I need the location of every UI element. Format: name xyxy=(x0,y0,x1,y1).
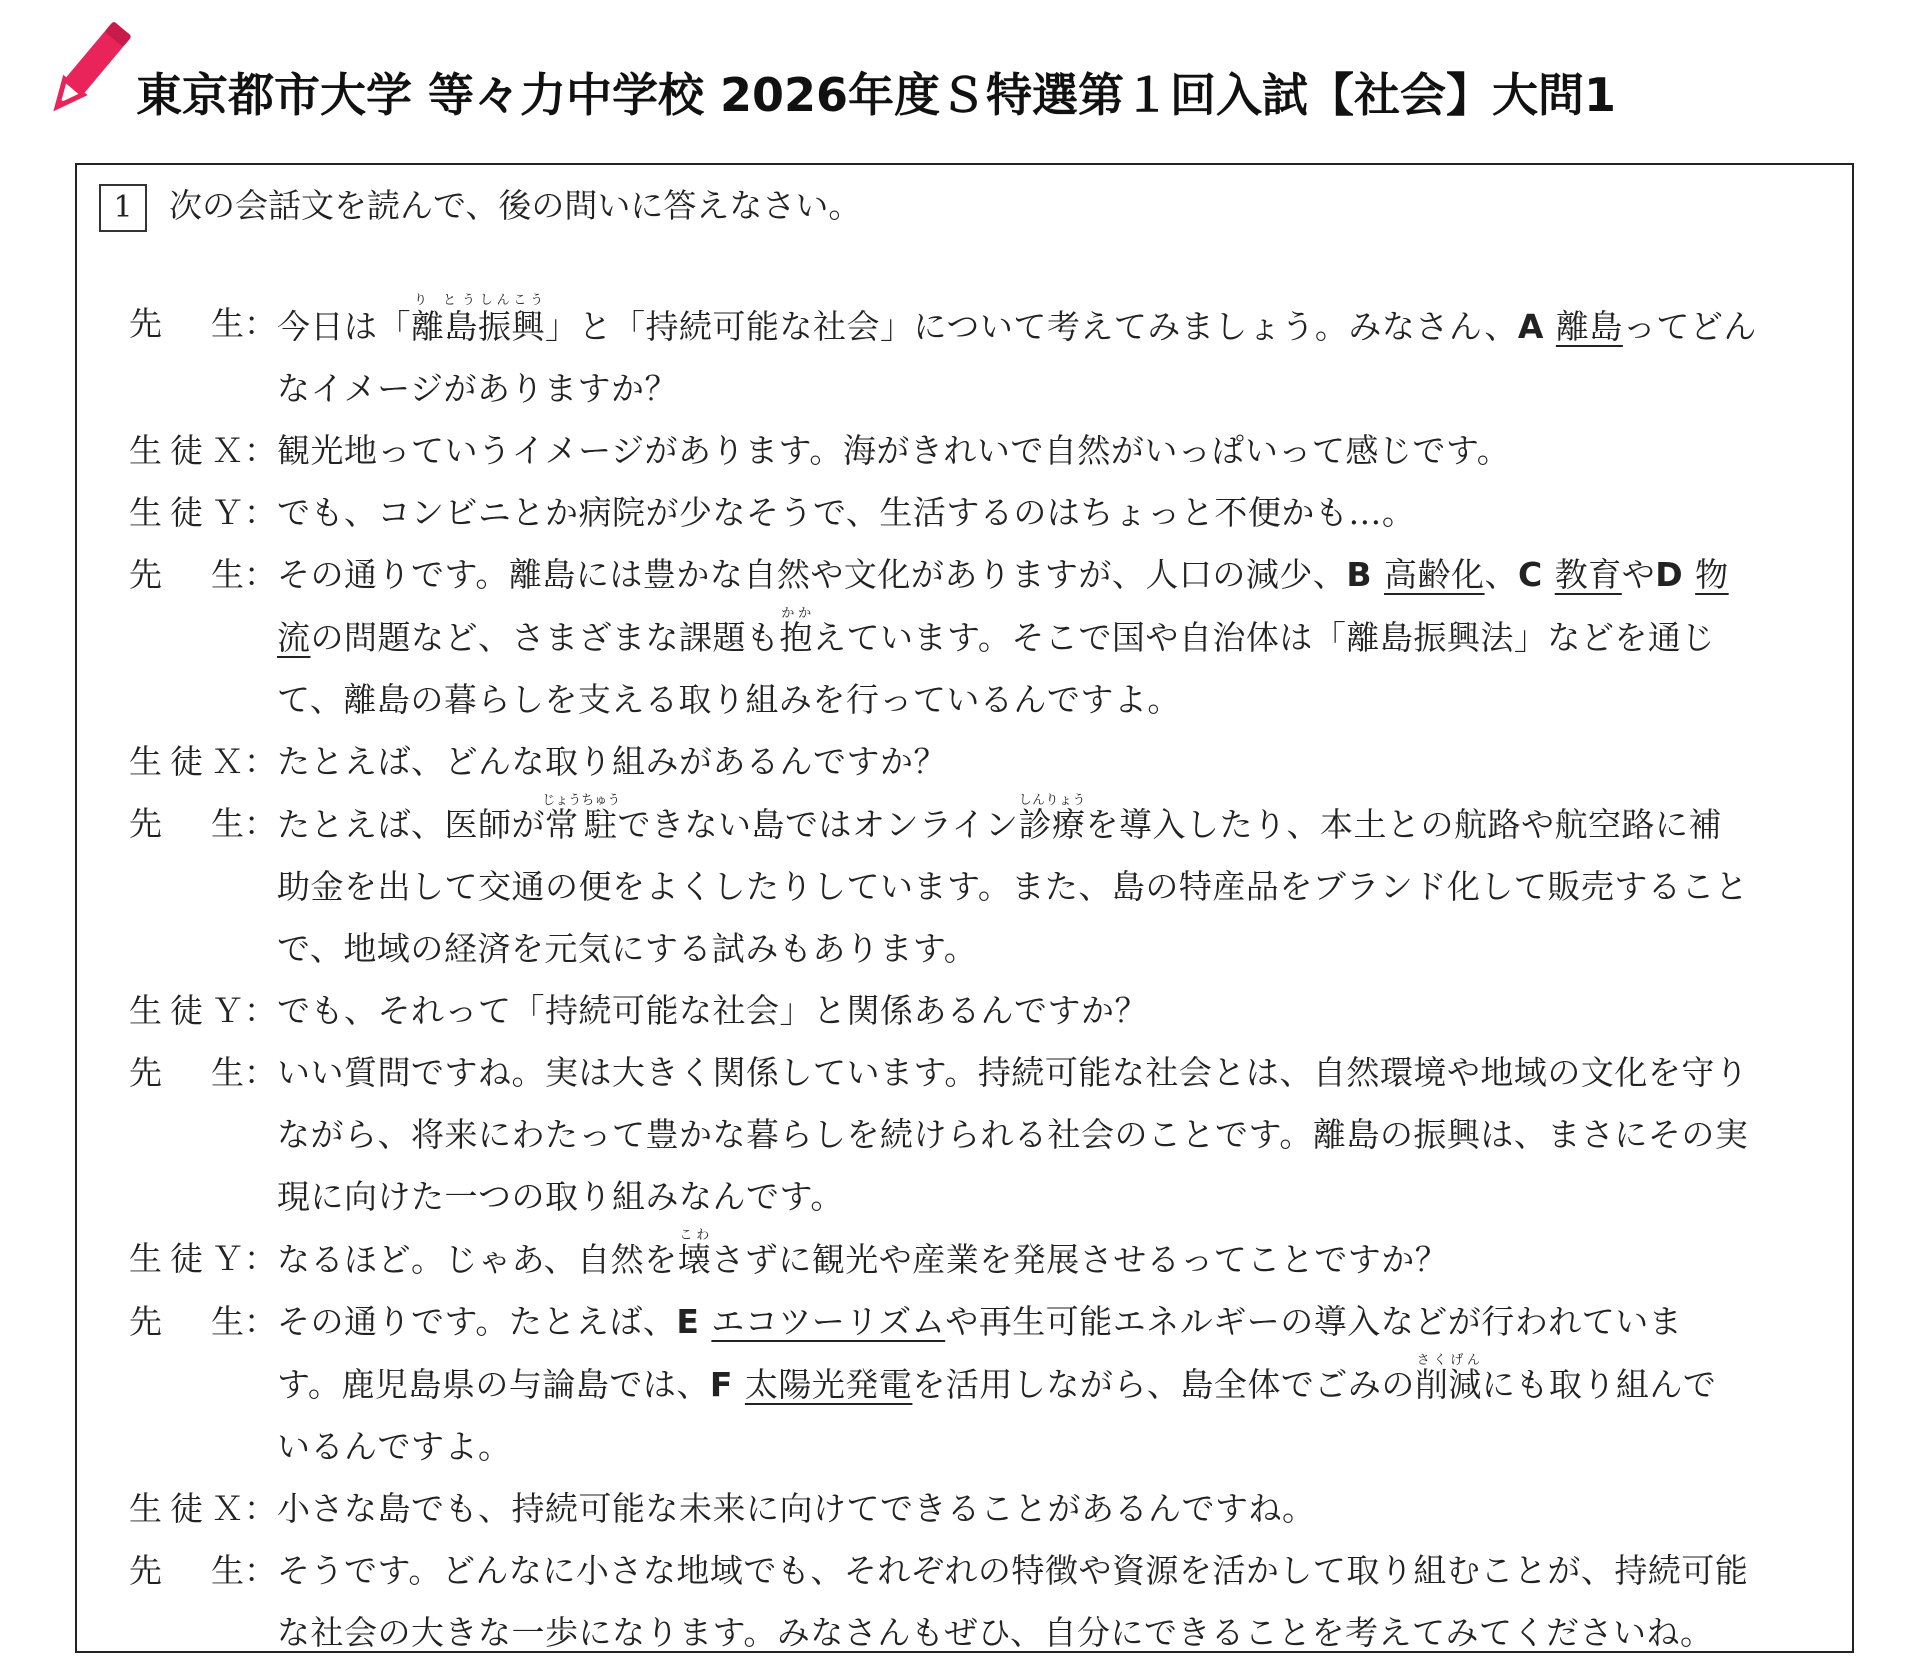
text-segment: たとえば、どんな取り組みがあるんですか？ xyxy=(277,742,947,781)
speech-line xyxy=(277,918,1829,980)
speech-text xyxy=(277,420,1829,482)
dialogue-turn xyxy=(129,1228,1829,1291)
speaker-name: 生徒Ｘ xyxy=(129,431,244,470)
speaker-label xyxy=(129,980,277,1042)
speech-line xyxy=(277,420,1829,482)
speech-line xyxy=(277,1291,1829,1353)
text-segment: の問題など、さまざまな課題も xyxy=(310,618,780,657)
text-segment: さずに観光や産業を発展させるってことですか？ xyxy=(711,1240,1449,1279)
page-header xyxy=(28,10,1888,130)
text-segment: て、離島の暮らしを支える取り組みを行っているんですよ。 xyxy=(277,680,1181,719)
speaker-label xyxy=(129,293,277,420)
dialogue-turn xyxy=(129,1291,1829,1478)
speech-line xyxy=(277,1042,1829,1104)
text-segment: で、地域の経済を元気にする試みもあります。 xyxy=(277,929,978,968)
text-segment: その通りです。離島には豊かな自然や文化がありますが、人口の減少、 xyxy=(277,555,1347,594)
speech-line xyxy=(277,1416,1829,1478)
speech-line xyxy=(277,1353,1829,1416)
question-header xyxy=(99,181,861,232)
text-segment: なるほど。じゃあ、自然を xyxy=(277,1240,678,1279)
speech-line xyxy=(277,980,1829,1042)
speaker-colon: ： xyxy=(244,304,277,343)
text-segment: を活用しながら、島全体でごみの xyxy=(912,1365,1415,1404)
speaker-name: 生徒Ｙ xyxy=(129,493,244,532)
text-segment: や再生可能エネルギーの導入などが行われていま xyxy=(945,1302,1683,1341)
text-segment: でも、コンビニとか病院が少なそうで、生活するのはちょっと不便かも…。 xyxy=(277,493,1416,532)
speech-text xyxy=(277,293,1829,420)
underlined-term: 流 xyxy=(277,618,311,657)
page-title: 東京都市大学 等々力中学校 2026年度Ｓ特選第１回入試【社会】大問1 xyxy=(136,68,1617,122)
speaker-name: 先 生 xyxy=(129,804,244,843)
speech-line xyxy=(277,482,1829,544)
furigana: かか xyxy=(779,606,813,621)
speech-line xyxy=(277,606,1829,669)
underlined-term: 物 xyxy=(1695,555,1729,594)
speech-line xyxy=(277,731,1829,793)
text-segment: にも取り組んで xyxy=(1481,1365,1717,1404)
text-segment: を導入したり、本土との航路や航空路に補 xyxy=(1085,805,1723,844)
furigana: じょうちゅう xyxy=(542,793,621,808)
text-segment: いるんですよ。 xyxy=(277,1427,512,1466)
question-box xyxy=(75,163,1854,1653)
dialogue-turn xyxy=(129,1042,1829,1228)
text-segment: ながら、将来にわたって豊かな暮らしを続けられる社会のことです。離島の振興は、まさにその実 xyxy=(277,1115,1749,1154)
speaker-colon: ： xyxy=(244,1302,277,1341)
speaker-label xyxy=(129,1228,277,1291)
speaker-colon: ： xyxy=(244,1239,277,1278)
ruby-base: 離島 xyxy=(411,307,478,346)
ruby-base: 削減 xyxy=(1414,1365,1482,1404)
text-segment: なイメージがありますか？ xyxy=(277,369,679,408)
speaker-name: 先 生 xyxy=(129,555,244,594)
speech-text xyxy=(277,731,1829,793)
speech-text xyxy=(277,793,1829,980)
ruby-base: 振興 xyxy=(478,307,545,346)
underline-marker-letter: E xyxy=(676,1302,712,1341)
dialogue xyxy=(129,293,1829,1664)
ruby-base: 診療 xyxy=(1018,805,1086,844)
dialogue-turn xyxy=(129,731,1829,793)
speech-line xyxy=(277,358,1829,420)
ruby-word xyxy=(1018,793,1086,844)
ruby-word xyxy=(1414,1353,1482,1404)
speech-line xyxy=(277,1602,1829,1664)
dialogue-turn xyxy=(129,482,1829,544)
speaker-label xyxy=(129,482,277,544)
speech-line xyxy=(277,793,1829,856)
text-segment: 、 xyxy=(1484,555,1519,594)
speaker-colon: ： xyxy=(244,1551,277,1590)
ruby-word xyxy=(411,293,478,346)
dialogue-turn xyxy=(129,980,1829,1042)
speech-line xyxy=(277,1228,1829,1291)
speaker-name: 先 生 xyxy=(129,1551,244,1590)
furigana: しんりょう xyxy=(1018,793,1086,808)
dialogue-turn xyxy=(129,420,1829,482)
text-segment: な社会の大きな一歩になります。みなさんもぜひ、自分にできることを考えてみてくださいね。 xyxy=(277,1613,1714,1652)
furigana: り とう xyxy=(411,293,478,308)
dialogue-turn xyxy=(129,793,1829,980)
speaker-label xyxy=(129,1042,277,1228)
underlined-term: 高齢化 xyxy=(1384,555,1485,594)
speaker-name: 生徒Ｙ xyxy=(129,1239,244,1278)
underlined-term: 太陽光発電 xyxy=(744,1365,913,1404)
text-segment: できない島ではオンライン xyxy=(617,805,1019,844)
speaker-label xyxy=(129,1291,277,1478)
dialogue-turn xyxy=(129,293,1829,420)
ruby-word xyxy=(542,793,621,844)
speaker-colon: ： xyxy=(244,742,277,781)
speaker-colon: ： xyxy=(244,1053,277,1092)
speaker-label xyxy=(129,420,277,482)
pencil-icon xyxy=(28,10,148,130)
speaker-colon: ： xyxy=(244,1489,277,1528)
underlined-term: 教育 xyxy=(1554,555,1622,594)
text-segment: 今日は「 xyxy=(277,307,411,346)
speech-text xyxy=(277,980,1829,1042)
dialogue-turn xyxy=(129,1540,1829,1664)
text-segment: 小さな島でも、持続可能な未来に向けてできることがあるんですね。 xyxy=(277,1489,1316,1528)
speaker-colon: ： xyxy=(244,431,277,470)
text-segment: す。鹿児島県の与論島では、 xyxy=(277,1365,710,1404)
dialogue-turn xyxy=(129,544,1829,731)
speech-line xyxy=(277,1166,1829,1228)
underline-marker-letter: C xyxy=(1518,555,1555,594)
text-segment: 観光地っていうイメージがあります。海がきれいで自然がいっぱいって感じです。 xyxy=(277,431,1511,470)
speaker-label xyxy=(129,544,277,731)
text-segment: 」と「持続可能な社会」について考えてみましょう。みなさん、 xyxy=(545,307,1518,346)
question-number: 1 xyxy=(99,184,147,232)
underlined-term: エコツーリズム xyxy=(711,1302,946,1341)
speech-line xyxy=(277,669,1829,731)
furigana: しんこう xyxy=(478,293,545,308)
speaker-label xyxy=(129,1540,277,1664)
underline-marker-letter: A xyxy=(1517,307,1556,346)
text-segment: たとえば、医師が xyxy=(277,805,545,844)
speaker-colon: ： xyxy=(244,493,277,532)
speech-text xyxy=(277,1042,1829,1228)
speaker-name: 先 生 xyxy=(129,304,244,343)
ruby-base: 常駐 xyxy=(542,805,621,844)
speaker-name: 生徒Ｘ xyxy=(129,1489,244,1528)
text-segment: や xyxy=(1621,555,1656,594)
ruby-base: 壊 xyxy=(677,1240,712,1279)
speech-text xyxy=(277,544,1829,731)
question-instruction: 次の会話文を読んで、後の問いに答えなさい。 xyxy=(169,186,862,225)
speaker-label xyxy=(129,731,277,793)
speech-text xyxy=(277,1291,1829,1478)
ruby-word xyxy=(677,1228,712,1279)
speech-text xyxy=(277,1540,1829,1664)
speech-line xyxy=(277,1104,1829,1166)
furigana: こわ xyxy=(677,1228,712,1243)
text-segment: そうです。どんなに小さな地域でも、それぞれの特徴や資源を活かして取り組むことが、持続可能 xyxy=(277,1551,1749,1590)
speaker-name: 先 生 xyxy=(129,1053,244,1092)
speech-line xyxy=(277,1540,1829,1602)
underline-marker-letter: D xyxy=(1655,555,1696,594)
ruby-word xyxy=(478,293,545,346)
speech-text xyxy=(277,1228,1829,1291)
text-segment: いい質問ですね。実は大きく関係しています。持続可能な社会とは、自然環境や地域の文化を守り xyxy=(277,1053,1749,1092)
text-segment: その通りです。たとえば、 xyxy=(277,1302,677,1341)
speaker-colon: ： xyxy=(244,804,277,843)
dialogue-turn xyxy=(129,1478,1829,1540)
speaker-label xyxy=(129,793,277,980)
text-segment: 助金を出して交通の便をよくしたりしています。また、島の特産品をブランド化して販売すること xyxy=(277,867,1749,906)
underlined-term: 離島 xyxy=(1555,307,1623,346)
speech-line xyxy=(277,1478,1829,1540)
text-segment: 現に向けた一つの取り組みなんです。 xyxy=(277,1177,844,1216)
speaker-name: 生徒Ｙ xyxy=(129,991,244,1030)
furigana: さくげん xyxy=(1414,1353,1482,1368)
speaker-label xyxy=(129,1478,277,1540)
text-segment: ってどん xyxy=(1622,307,1757,346)
speaker-name: 先 生 xyxy=(129,1302,244,1341)
underline-marker-letter: F xyxy=(709,1365,745,1404)
speaker-colon: ： xyxy=(244,555,277,594)
ruby-word xyxy=(779,606,814,657)
speaker-name: 生徒Ｘ xyxy=(129,742,244,781)
ruby-base: 抱 xyxy=(779,618,813,657)
speech-text xyxy=(277,482,1829,544)
underline-marker-letter: B xyxy=(1346,555,1385,594)
text-segment: えています。そこで国や自治体は「離島振興法」などを通じ xyxy=(813,618,1715,657)
text-segment: でも、それって「持続可能な社会」と関係あるんですか？ xyxy=(277,991,1148,1030)
speech-text xyxy=(277,1478,1829,1540)
speech-line xyxy=(277,293,1829,358)
speech-line xyxy=(277,544,1829,606)
speaker-colon: ： xyxy=(244,991,277,1030)
speech-line xyxy=(277,856,1829,918)
